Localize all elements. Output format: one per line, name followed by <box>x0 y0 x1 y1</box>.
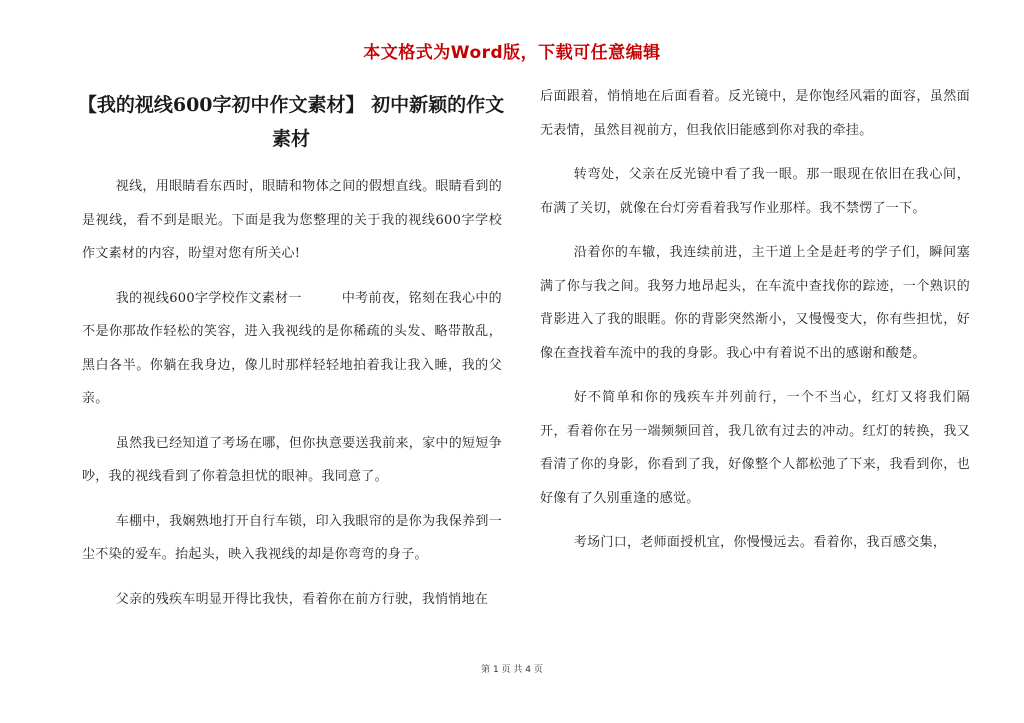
paragraph: 父亲的残疾车明显开得比我快，看着你在前方行驶，我悄悄地在 <box>115 591 489 607</box>
page-number: 第 1 页 共 4 页 <box>481 665 543 675</box>
paragraph-continued: 后面跟着，悄悄地在后面看着。反光镜中，是你饱经风霜的面容，虽然面无表情，虽然目视前方，但我依旧能感到你对我的牵挂。 <box>540 89 970 138</box>
paragraph: 转弯处，父亲在反光镜中看了我一眼。那一眼现在依旧在我心间，布满了关切，就像在台灯旁看着我写作业那样。我不禁愣了一下。 <box>540 167 970 216</box>
paragraph: 考场门口，老师面授机宜，你慢慢远去。看着你，我百感交集， <box>573 535 947 550</box>
paragraph: 沿着你的车辙，我连续前进，主干道上全是赶考的学子们，瞬间塞满了你与我之间。我努力地昂起头，在车流中查找你的踪迹，一个熟识的背影进入了我的眼睚。你的背影突然渐小，又慢慢变大，你有些担忧，好像在查找着车流中的我的身影。我心中有着说不出的感谢和酸楚。 <box>540 245 970 361</box>
right-column <box>540 80 970 571</box>
download-banner: 本文格式为Word版，下载可任意编辑 <box>363 43 661 63</box>
document-title: 【我的视线600字初中作文素材】 初中新颖的作文素材 <box>77 94 505 150</box>
paragraph: 视线，用眼睛看东西时，眼睛和物体之间的假想直线。眼睛看到的是视线，看不到是眼光。下面是我为您整理的关于我的视线600字学校作文素材的内容，盼望对您有所关心! <box>82 179 502 261</box>
paragraph: 虽然我已经知道了考场在哪，但你执意要送我前来，家中的短短争吵，我的视线看到了你着急担忧的眼神。我同意了。 <box>82 435 502 484</box>
paragraph: 车棚中，我娴熟地打开自行车锁，印入我眼帘的是你为我保养到一尘不染的爱车。抬起头，映入我视线的却是你弯弯的身子。 <box>82 513 502 562</box>
paragraph: 好不简单和你的残疾车并列前行，一个不当心，红灯又将我们隔开，看着你在另一端频频回首，我几欲有过去的冲动。红灯的转换，我又看清了你的身影，你看到了我，好像整个人都松弛了下来，我看到你，也好像有了久别重逢的感觉。 <box>540 390 970 506</box>
paragraph: 我的视线600字学校作文素材一 中考前夜，铭刻在我心中的不是你那故作轻松的笑容，进入我视线的是你稀疏的头发、略带散乱，黑白各半。你躺在我身边，像儿时那样轻轻地拍着我让我入睡，我的父亲。 <box>82 290 502 406</box>
left-column <box>77 88 505 627</box>
